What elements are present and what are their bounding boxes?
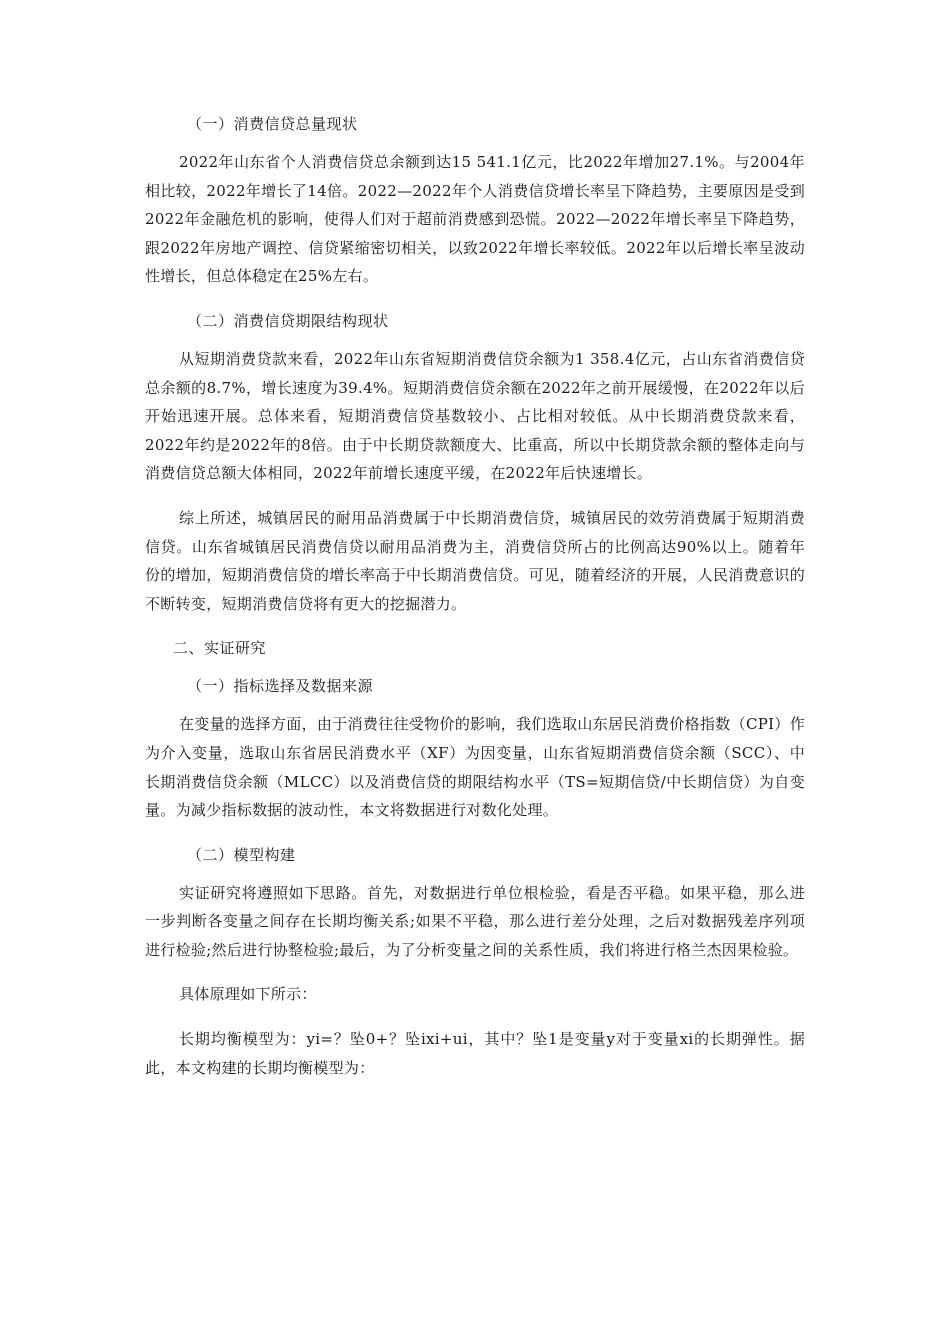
- paragraph-total-credit: 2022年山东省个人消费信贷总余额到达15 541.1亿元，比2022年增加27.1%。与2004年相比较，2022年增长了14倍。2022—2022年个人消费信贷增长率呈下降趋势，主要原因是受到2022年金融危机的影响，使得人们对于超前消费感到恐慌。2022—2022年增长率呈下降趋势，跟2022年房地产调控、信贷紧缩密切相关，以致2022年增长率较低。2022年以后增长率呈波动性增长，但总体稳定在25%左右。: [145, 153, 805, 286]
- section-heading-term-structure: （二）消费信贷期限结构现状: [187, 311, 389, 330]
- paragraph-equilibrium-model: 长期均衡模型为：yi=？坠0+？坠ixi+ui，其中？坠1是变量y对于变量xi的长期弹性。据此，本文构建的长期均衡模型为：: [145, 1030, 805, 1077]
- paragraph-short-term-credit: 从短期消费贷款来看，2022年山东省短期消费信贷余额为1 358.4亿元，占山东省消费信贷总余额的8.7%，增长速度为39.4%。短期消费信贷余额在2022年之前开展缓慢，在2022年以后开始迅速开展。总体来看，短期消费信贷基数较小、占比相对较低。从中长期消费贷款来看，2022年约是2022年的8倍。由于中长期贷款额度大、比重高，所以中长期贷款余额的整体走向与消费信贷总额大体相同，2022年前增长速度平缓，在2022年后快速增长。: [145, 349, 805, 483]
- document-body: [145, 110, 805, 1098]
- paragraph-summary: 综上所述，城镇居民的耐用品消费属于中长期消费信贷，城镇居民的效劳消费属于短期消费信贷。山东省城镇居民消费信贷以耐用品消费为主，消费信贷所占的比例高达90%以上。随着年份的增加，短期消费信贷的增长率高于中长期消费信贷。可见，随着经济的开展，人民消费意识的不断转变，短期消费信贷将有更大的挖掘潜力。: [145, 508, 805, 613]
- section-heading-model-construction: （二）模型构建: [187, 845, 296, 864]
- paragraph-variable-selection: 在变量的选择方面，由于消费往往受物价的影响，我们选取山东居民消费价格指数（CPI）作为介入变量，选取山东省居民消费水平（XF）为因变量，山东省短期消费信贷余额（SCC）、中长期消费信贷余额（MLCC）以及消费信贷的期限结构水平（TS=短期信贷/中长期信贷）为自变量。为减少指标数据的波动性，本文将数据进行对数化处理。: [145, 715, 805, 820]
- section-heading-empirical-study: 二、实证研究: [173, 639, 267, 658]
- section-heading-indicator-selection: （一）指标选择及数据来源: [187, 677, 374, 696]
- paragraph-research-approach: 实证研究将遵照如下思路。首先，对数据进行单位根检验，看是否平稳。如果平稳，那么进一步判断各变量之间存在长期均衡关系;如果不平稳，那么进行差分处理，之后对数据残差序列项进行检验;然后进行协整检验;最后，为了分析变量之间的关系性质，我们将进行格兰杰因果检验。: [145, 883, 805, 959]
- section-heading-consumer-credit-total: （一）消费信贷总量现状: [187, 115, 358, 133]
- paragraph-principle-intro: 具体原理如下所示：: [179, 985, 317, 1004]
